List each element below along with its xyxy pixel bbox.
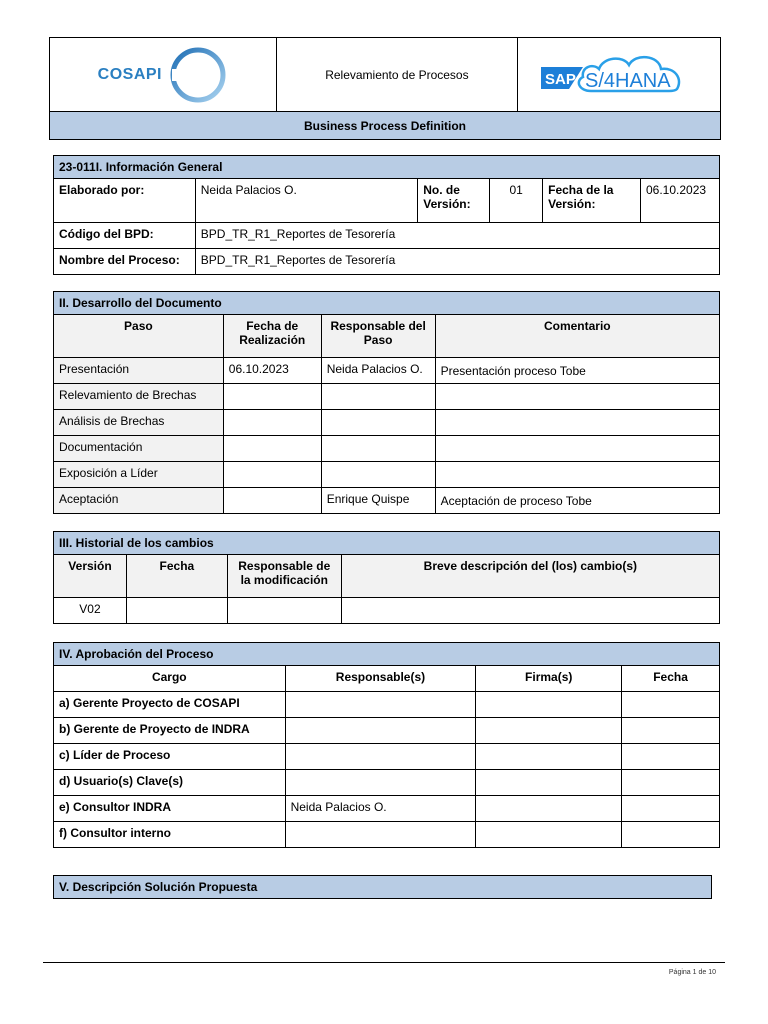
history-table [53,531,720,624]
cosapi-logo-text: COSAPI [97,65,162,83]
owner-cell: Neida Palacios O. [321,358,435,384]
version-date-label: Fecha de la Versión: [543,179,641,223]
approval-table [53,642,720,848]
col-header: Firma(s) [476,666,622,692]
table-row [54,770,720,796]
col-header: Fecha [126,555,227,598]
section-title-history: III. Historial de los cambios [54,532,720,555]
col-header: Responsable del Paso [321,315,435,358]
signature-cell [476,822,622,848]
owner-cell: Neida Palacios O. [285,796,476,822]
date-cell [223,488,321,514]
role-cell: e) Consultor INDRA [54,796,286,822]
date-cell: 06.10.2023 [223,358,321,384]
signature-cell [476,744,622,770]
table-row [54,692,720,718]
owner-cell [285,692,476,718]
date-cell [223,384,321,410]
doc-type: Relevamiento de Procesos [325,67,469,82]
owner-cell [285,718,476,744]
date-cell [622,822,720,848]
document-header [49,37,721,140]
comment-cell [435,436,719,462]
date-cell [622,718,720,744]
comment-cell [435,462,719,488]
owner-cell [285,822,476,848]
owner-cell [321,384,435,410]
role-cell: a) Gerente Proyecto de COSAPI [54,692,286,718]
col-header: Comentario [435,315,719,358]
role-cell: c) Líder de Proceso [54,744,286,770]
table-row [54,488,720,514]
step-cell: Documentación [54,436,224,462]
page-number: Página 1 de 10 [668,969,716,976]
section-title-general: 23-011I. Información General [54,156,720,179]
owner-cell [227,598,341,624]
date-cell [622,796,720,822]
s4hana-wordmark: S/4HANA [585,69,671,92]
cosapi-ring-icon [168,45,228,105]
description-cell [341,598,719,624]
table-row [54,822,720,848]
table-row [54,358,720,384]
col-header: Responsable(s) [285,666,476,692]
version-label: No. de Versión: [418,179,490,223]
table-row [54,436,720,462]
signature-cell [476,796,622,822]
role-cell: b) Gerente de Proyecto de INDRA [54,718,286,744]
owner-cell [285,744,476,770]
col-header: Fecha de Realización [223,315,321,358]
signature-cell [476,718,622,744]
doc-type-cell [276,38,517,112]
step-cell: Relevamiento de Brechas [54,384,224,410]
role-cell: f) Consultor interno [54,822,286,848]
owner-cell [321,462,435,488]
comment-cell: Aceptación de proceso Tobe [435,488,719,514]
col-header: Breve descripción del (los) cambio(s) [341,555,719,598]
col-header: Fecha [622,666,720,692]
sap-s4hana-logo-icon [539,45,699,105]
date-cell [622,692,720,718]
prepared-by-label: Elaborado por: [54,179,196,223]
date-cell [223,462,321,488]
step-cell: Análisis de Brechas [54,410,224,436]
signature-cell [476,692,622,718]
solution-table [53,875,712,899]
date-cell [622,770,720,796]
date-cell [622,744,720,770]
bpd-code-label: Código del BPD: [54,223,196,249]
step-cell: Exposición a Líder [54,462,224,488]
step-cell: Aceptación [54,488,224,514]
col-header: Responsable de la modificación [227,555,341,598]
date-cell [223,410,321,436]
table-row [54,462,720,488]
general-info-table [53,155,720,275]
sap-logo-cell [518,38,721,112]
version-cell: V02 [54,598,127,624]
owner-cell [285,770,476,796]
comment-cell [435,410,719,436]
section-title-approval: IV. Aprobación del Proceso [54,643,720,666]
col-header: Versión [54,555,127,598]
comment-cell: Presentación proceso Tobe [435,358,719,384]
signature-cell [476,770,622,796]
version-date-value: 06.10.2023 [640,179,719,223]
footer-divider [43,962,725,963]
version-value: 01 [490,179,543,223]
process-name-label: Nombre del Proceso: [54,249,196,275]
development-table [53,291,720,514]
section-title-development: II. Desarrollo del Documento [54,292,720,315]
table-row [54,598,720,624]
col-header: Paso [54,315,224,358]
bpd-code-value: BPD_TR_R1_Reportes de Tesorería [195,223,719,249]
step-cell: Presentación [54,358,224,384]
process-name-value: BPD_TR_R1_Reportes de Tesorería [195,249,719,275]
comment-cell [435,384,719,410]
role-cell: d) Usuario(s) Clave(s) [54,770,286,796]
table-row [54,410,720,436]
date-cell [126,598,227,624]
table-row [54,744,720,770]
prepared-by-value: Neida Palacios O. [195,179,417,223]
owner-cell: Enrique Quispe [321,488,435,514]
table-row [54,384,720,410]
table-row [54,718,720,744]
sap-wordmark: SAP [545,70,576,88]
col-header: Cargo [54,666,286,692]
owner-cell [321,410,435,436]
page-title: Business Process Definition [50,112,721,140]
section-title-solution: V. Descripción Solución Propuesta [54,876,712,899]
cosapi-logo-cell [50,38,277,112]
date-cell [223,436,321,462]
owner-cell [321,436,435,462]
table-row [54,796,720,822]
